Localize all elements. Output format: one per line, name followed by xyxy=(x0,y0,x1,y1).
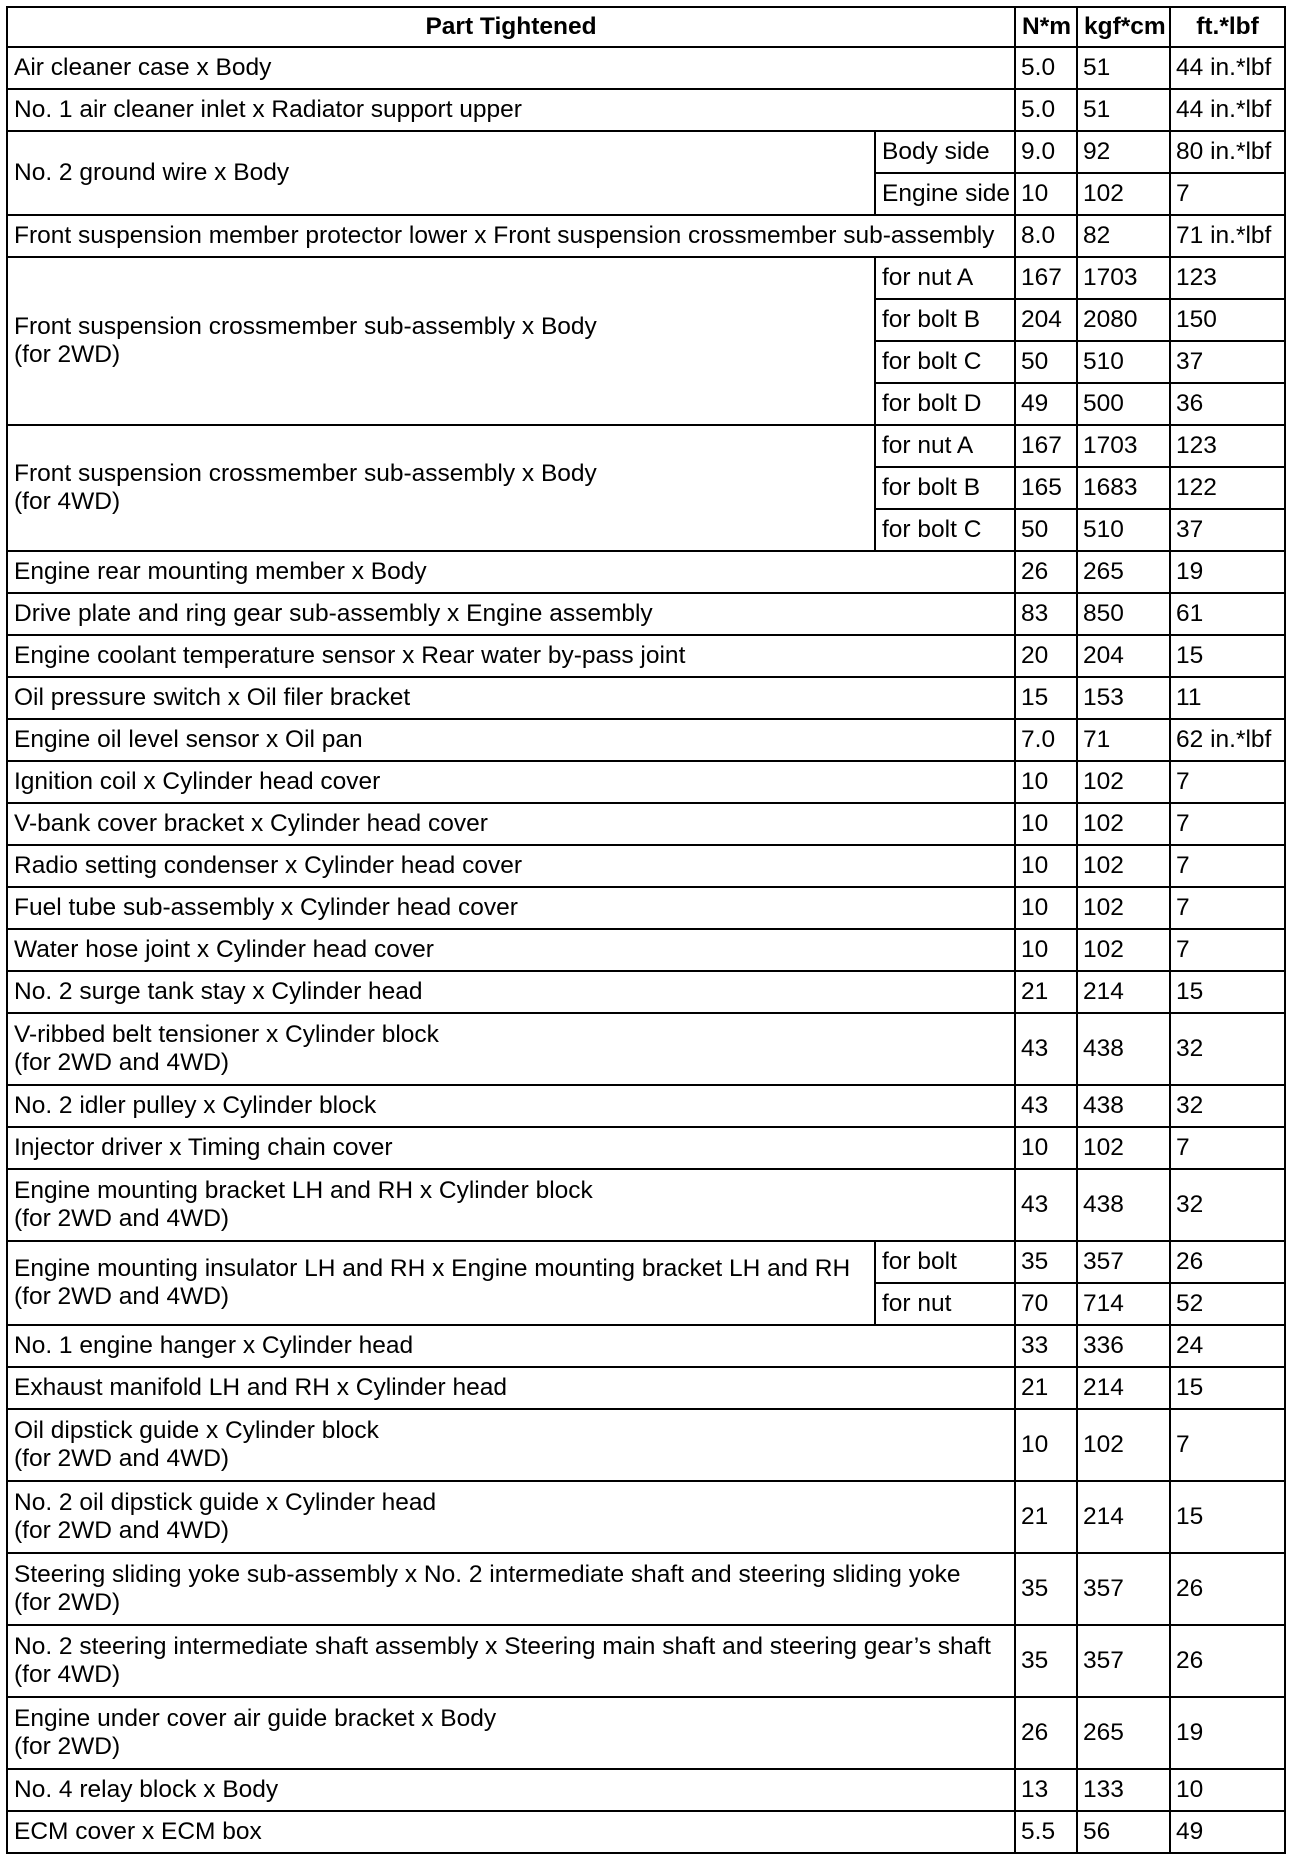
part-name-cell: Fuel tube sub-assembly x Cylinder head cover xyxy=(7,887,1015,929)
torque-kgf-cm-cell: 850 xyxy=(1077,593,1170,635)
torque-nm-cell: 5.0 xyxy=(1015,89,1077,131)
part-name-cell: Engine under cover air guide bracket x Body (for 2WD) xyxy=(7,1697,1015,1769)
part-name-cell: Engine oil level sensor x Oil pan xyxy=(7,719,1015,761)
part-name-cell: No. 2 surge tank stay x Cylinder head xyxy=(7,971,1015,1013)
table-row xyxy=(7,719,1285,761)
torque-kgf-cm-cell: 265 xyxy=(1077,1697,1170,1769)
torque-nm-cell: 43 xyxy=(1015,1169,1077,1241)
torque-kgf-cm-cell: 102 xyxy=(1077,761,1170,803)
table-row xyxy=(7,1085,1285,1127)
part-name-cell: Exhaust manifold LH and RH x Cylinder head xyxy=(7,1367,1015,1409)
torque-nm-cell: 10 xyxy=(1015,1409,1077,1481)
table-row xyxy=(7,47,1285,89)
part-name-cell: Front suspension crossmember sub-assembly x Body (for 4WD) xyxy=(7,425,875,551)
torque-kgf-cm-cell: 133 xyxy=(1077,1769,1170,1811)
torque-nm-cell: 43 xyxy=(1015,1085,1077,1127)
torque-ft-lbf-cell: 80 in.*lbf xyxy=(1170,131,1285,173)
torque-spec-table xyxy=(6,6,1286,1854)
torque-kgf-cm-cell: 714 xyxy=(1077,1283,1170,1325)
torque-ft-lbf-cell: 71 in.*lbf xyxy=(1170,215,1285,257)
part-name-cell: Ignition coil x Cylinder head cover xyxy=(7,761,1015,803)
table-row xyxy=(7,929,1285,971)
torque-nm-cell: 35 xyxy=(1015,1553,1077,1625)
torque-kgf-cm-cell: 71 xyxy=(1077,719,1170,761)
table-body xyxy=(7,47,1285,1853)
condition-cell: for bolt B xyxy=(875,299,1015,341)
table-row xyxy=(7,1811,1285,1853)
torque-nm-cell: 9.0 xyxy=(1015,131,1077,173)
torque-kgf-cm-cell: 2080 xyxy=(1077,299,1170,341)
torque-ft-lbf-cell: 7 xyxy=(1170,1127,1285,1169)
torque-ft-lbf-cell: 37 xyxy=(1170,509,1285,551)
table-row xyxy=(7,1553,1285,1625)
torque-kgf-cm-cell: 214 xyxy=(1077,971,1170,1013)
torque-nm-cell: 10 xyxy=(1015,845,1077,887)
condition-cell: for bolt C xyxy=(875,341,1015,383)
torque-ft-lbf-cell: 122 xyxy=(1170,467,1285,509)
part-name-cell: Front suspension crossmember sub-assembly x Body (for 2WD) xyxy=(7,257,875,425)
torque-kgf-cm-cell: 438 xyxy=(1077,1085,1170,1127)
torque-nm-cell: 10 xyxy=(1015,803,1077,845)
torque-kgf-cm-cell: 214 xyxy=(1077,1367,1170,1409)
table-row xyxy=(7,887,1285,929)
torque-kgf-cm-cell: 102 xyxy=(1077,845,1170,887)
torque-nm-cell: 10 xyxy=(1015,1127,1077,1169)
torque-ft-lbf-cell: 44 in.*lbf xyxy=(1170,47,1285,89)
header-part-tightened: Part Tightened xyxy=(7,7,1015,47)
torque-ft-lbf-cell: 37 xyxy=(1170,341,1285,383)
torque-nm-cell: 33 xyxy=(1015,1325,1077,1367)
table-row xyxy=(7,1409,1285,1481)
torque-kgf-cm-cell: 82 xyxy=(1077,215,1170,257)
torque-ft-lbf-cell: 36 xyxy=(1170,383,1285,425)
table-row xyxy=(7,803,1285,845)
torque-nm-cell: 204 xyxy=(1015,299,1077,341)
torque-kgf-cm-cell: 51 xyxy=(1077,89,1170,131)
table-row xyxy=(7,551,1285,593)
torque-ft-lbf-cell: 61 xyxy=(1170,593,1285,635)
condition-cell: Body side xyxy=(875,131,1015,173)
table-row xyxy=(7,1367,1285,1409)
torque-kgf-cm-cell: 51 xyxy=(1077,47,1170,89)
part-name-cell: Engine coolant temperature sensor x Rear water by-pass joint xyxy=(7,635,1015,677)
part-name-cell: V-ribbed belt tensioner x Cylinder block (for 2WD and 4WD) xyxy=(7,1013,1015,1085)
torque-nm-cell: 10 xyxy=(1015,887,1077,929)
torque-kgf-cm-cell: 500 xyxy=(1077,383,1170,425)
torque-nm-cell: 167 xyxy=(1015,257,1077,299)
torque-kgf-cm-cell: 510 xyxy=(1077,341,1170,383)
table-row xyxy=(7,425,1285,467)
part-name-cell: Radio setting condenser x Cylinder head cover xyxy=(7,845,1015,887)
table-row xyxy=(7,1127,1285,1169)
torque-ft-lbf-cell: 19 xyxy=(1170,1697,1285,1769)
condition-cell: for bolt D xyxy=(875,383,1015,425)
torque-nm-cell: 10 xyxy=(1015,761,1077,803)
part-name-cell: Engine mounting insulator LH and RH x Engine mounting bracket LH and RH (for 2WD and 4WD) xyxy=(7,1241,875,1325)
torque-ft-lbf-cell: 32 xyxy=(1170,1169,1285,1241)
torque-kgf-cm-cell: 438 xyxy=(1077,1013,1170,1085)
torque-nm-cell: 70 xyxy=(1015,1283,1077,1325)
torque-ft-lbf-cell: 7 xyxy=(1170,887,1285,929)
condition-cell: for nut xyxy=(875,1283,1015,1325)
torque-kgf-cm-cell: 357 xyxy=(1077,1241,1170,1283)
torque-ft-lbf-cell: 15 xyxy=(1170,635,1285,677)
table-row xyxy=(7,131,1285,173)
torque-nm-cell: 165 xyxy=(1015,467,1077,509)
torque-ft-lbf-cell: 15 xyxy=(1170,1481,1285,1553)
part-name-cell: No. 1 engine hanger x Cylinder head xyxy=(7,1325,1015,1367)
torque-ft-lbf-cell: 123 xyxy=(1170,257,1285,299)
torque-kgf-cm-cell: 1683 xyxy=(1077,467,1170,509)
torque-kgf-cm-cell: 102 xyxy=(1077,929,1170,971)
torque-kgf-cm-cell: 102 xyxy=(1077,173,1170,215)
torque-ft-lbf-cell: 7 xyxy=(1170,929,1285,971)
part-name-cell: No. 2 steering intermediate shaft assembly x Steering main shaft and steering gear’s shaft (for 4WD) xyxy=(7,1625,1015,1697)
torque-kgf-cm-cell: 1703 xyxy=(1077,425,1170,467)
torque-kgf-cm-cell: 336 xyxy=(1077,1325,1170,1367)
torque-kgf-cm-cell: 102 xyxy=(1077,1409,1170,1481)
torque-kgf-cm-cell: 204 xyxy=(1077,635,1170,677)
table-row xyxy=(7,1697,1285,1769)
header-nm: N*m xyxy=(1015,7,1077,47)
torque-nm-cell: 7.0 xyxy=(1015,719,1077,761)
torque-ft-lbf-cell: 26 xyxy=(1170,1553,1285,1625)
table-row xyxy=(7,761,1285,803)
condition-cell: for bolt B xyxy=(875,467,1015,509)
part-name-cell: Air cleaner case x Body xyxy=(7,47,1015,89)
torque-kgf-cm-cell: 357 xyxy=(1077,1553,1170,1625)
torque-ft-lbf-cell: 7 xyxy=(1170,803,1285,845)
table-row xyxy=(7,635,1285,677)
torque-nm-cell: 20 xyxy=(1015,635,1077,677)
torque-kgf-cm-cell: 510 xyxy=(1077,509,1170,551)
torque-ft-lbf-cell: 62 in.*lbf xyxy=(1170,719,1285,761)
part-name-cell: Engine rear mounting member x Body xyxy=(7,551,1015,593)
torque-kgf-cm-cell: 102 xyxy=(1077,887,1170,929)
torque-nm-cell: 50 xyxy=(1015,341,1077,383)
torque-kgf-cm-cell: 102 xyxy=(1077,803,1170,845)
torque-nm-cell: 21 xyxy=(1015,971,1077,1013)
header-row xyxy=(7,7,1285,47)
torque-kgf-cm-cell: 92 xyxy=(1077,131,1170,173)
torque-nm-cell: 49 xyxy=(1015,383,1077,425)
part-name-cell: Drive plate and ring gear sub-assembly x Engine assembly xyxy=(7,593,1015,635)
torque-nm-cell: 5.0 xyxy=(1015,47,1077,89)
condition-cell: for nut A xyxy=(875,425,1015,467)
part-name-cell: No. 4 relay block x Body xyxy=(7,1769,1015,1811)
condition-cell: for bolt C xyxy=(875,509,1015,551)
part-name-cell: No. 2 idler pulley x Cylinder block xyxy=(7,1085,1015,1127)
table-row xyxy=(7,1013,1285,1085)
table-row xyxy=(7,215,1285,257)
torque-ft-lbf-cell: 32 xyxy=(1170,1013,1285,1085)
table-row xyxy=(7,1241,1285,1283)
torque-kgf-cm-cell: 102 xyxy=(1077,1127,1170,1169)
torque-ft-lbf-cell: 7 xyxy=(1170,1409,1285,1481)
torque-nm-cell: 35 xyxy=(1015,1625,1077,1697)
torque-ft-lbf-cell: 26 xyxy=(1170,1625,1285,1697)
torque-ft-lbf-cell: 52 xyxy=(1170,1283,1285,1325)
part-name-cell: Steering sliding yoke sub-assembly x No. 2 intermediate shaft and steering sliding yoke (for 2WD) xyxy=(7,1553,1015,1625)
table-row xyxy=(7,677,1285,719)
torque-ft-lbf-cell: 15 xyxy=(1170,1367,1285,1409)
table-row xyxy=(7,971,1285,1013)
header-ft-lbf: ft.*lbf xyxy=(1170,7,1285,47)
table-row xyxy=(7,1325,1285,1367)
condition-cell: Engine side xyxy=(875,173,1015,215)
part-name-cell: ECM cover x ECM box xyxy=(7,1811,1015,1853)
torque-kgf-cm-cell: 438 xyxy=(1077,1169,1170,1241)
torque-ft-lbf-cell: 26 xyxy=(1170,1241,1285,1283)
part-name-cell: No. 1 air cleaner inlet x Radiator support upper xyxy=(7,89,1015,131)
torque-nm-cell: 21 xyxy=(1015,1367,1077,1409)
torque-kgf-cm-cell: 265 xyxy=(1077,551,1170,593)
torque-kgf-cm-cell: 357 xyxy=(1077,1625,1170,1697)
torque-nm-cell: 83 xyxy=(1015,593,1077,635)
part-name-cell: No. 2 oil dipstick guide x Cylinder head (for 2WD and 4WD) xyxy=(7,1481,1015,1553)
condition-cell: for bolt xyxy=(875,1241,1015,1283)
part-name-cell: Water hose joint x Cylinder head cover xyxy=(7,929,1015,971)
part-name-cell: Injector driver x Timing chain cover xyxy=(7,1127,1015,1169)
torque-kgf-cm-cell: 1703 xyxy=(1077,257,1170,299)
torque-nm-cell: 26 xyxy=(1015,1697,1077,1769)
header-kgf-cm: kgf*cm xyxy=(1077,7,1170,47)
torque-ft-lbf-cell: 7 xyxy=(1170,173,1285,215)
torque-nm-cell: 50 xyxy=(1015,509,1077,551)
torque-kgf-cm-cell: 214 xyxy=(1077,1481,1170,1553)
table-row xyxy=(7,1481,1285,1553)
torque-nm-cell: 15 xyxy=(1015,677,1077,719)
torque-nm-cell: 13 xyxy=(1015,1769,1077,1811)
table-row xyxy=(7,593,1285,635)
torque-kgf-cm-cell: 153 xyxy=(1077,677,1170,719)
part-name-cell: V-bank cover bracket x Cylinder head cover xyxy=(7,803,1015,845)
torque-kgf-cm-cell: 56 xyxy=(1077,1811,1170,1853)
torque-ft-lbf-cell: 7 xyxy=(1170,845,1285,887)
torque-ft-lbf-cell: 44 in.*lbf xyxy=(1170,89,1285,131)
torque-ft-lbf-cell: 32 xyxy=(1170,1085,1285,1127)
condition-cell: for nut A xyxy=(875,257,1015,299)
torque-ft-lbf-cell: 11 xyxy=(1170,677,1285,719)
table-row xyxy=(7,845,1285,887)
torque-nm-cell: 35 xyxy=(1015,1241,1077,1283)
torque-ft-lbf-cell: 15 xyxy=(1170,971,1285,1013)
part-name-cell: Front suspension member protector lower x Front suspension crossmember sub-assembly xyxy=(7,215,1015,257)
table-row xyxy=(7,1169,1285,1241)
table-row xyxy=(7,1769,1285,1811)
torque-ft-lbf-cell: 49 xyxy=(1170,1811,1285,1853)
torque-ft-lbf-cell: 7 xyxy=(1170,761,1285,803)
part-name-cell: Oil dipstick guide x Cylinder block (for 2WD and 4WD) xyxy=(7,1409,1015,1481)
torque-nm-cell: 8.0 xyxy=(1015,215,1077,257)
torque-nm-cell: 10 xyxy=(1015,173,1077,215)
table-row xyxy=(7,257,1285,299)
table-row xyxy=(7,1625,1285,1697)
torque-nm-cell: 167 xyxy=(1015,425,1077,467)
torque-nm-cell: 5.5 xyxy=(1015,1811,1077,1853)
table-row xyxy=(7,89,1285,131)
torque-ft-lbf-cell: 123 xyxy=(1170,425,1285,467)
torque-ft-lbf-cell: 150 xyxy=(1170,299,1285,341)
torque-nm-cell: 10 xyxy=(1015,929,1077,971)
part-name-cell: Engine mounting bracket LH and RH x Cylinder block (for 2WD and 4WD) xyxy=(7,1169,1015,1241)
torque-ft-lbf-cell: 24 xyxy=(1170,1325,1285,1367)
part-name-cell: No. 2 ground wire x Body xyxy=(7,131,875,215)
torque-ft-lbf-cell: 10 xyxy=(1170,1769,1285,1811)
part-name-cell: Oil pressure switch x Oil filer bracket xyxy=(7,677,1015,719)
torque-nm-cell: 21 xyxy=(1015,1481,1077,1553)
torque-nm-cell: 43 xyxy=(1015,1013,1077,1085)
torque-ft-lbf-cell: 19 xyxy=(1170,551,1285,593)
torque-nm-cell: 26 xyxy=(1015,551,1077,593)
